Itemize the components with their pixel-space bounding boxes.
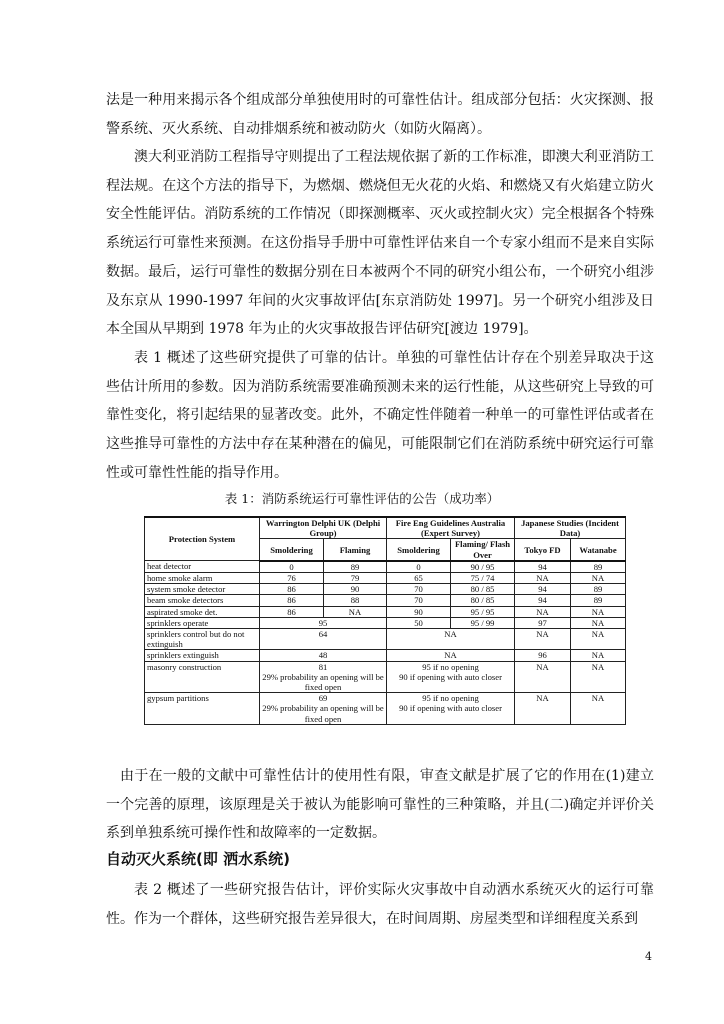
header-flaming: Flaming bbox=[324, 539, 387, 561]
cell-watanabe: NA bbox=[571, 650, 626, 661]
header-tokyo: Tokyo FD bbox=[515, 539, 571, 561]
cell-line: 29% probability an opening will be fixed open bbox=[262, 703, 384, 724]
cell-wd-flaming: NA bbox=[324, 606, 387, 617]
cell-system: beam smoke detectors bbox=[145, 595, 260, 606]
table-row bbox=[145, 606, 626, 617]
cell-system: masonry construction bbox=[145, 661, 260, 693]
paragraph-4: 由于在一般的文献中可靠性估计的使用性有限，审查文献是扩展了它的作用在(1)建立一个完善的原理，该原理是关于被认为能影响可靠性的三种策略，并且(二)确定并评价关系到单独系统可操作性和故障率的一定数据。 bbox=[106, 768, 654, 842]
cell-tokyo: NA bbox=[515, 693, 571, 725]
cell-fe-flaming: 80 / 85 bbox=[451, 584, 515, 595]
cell-wd-combined: 64 bbox=[260, 629, 387, 650]
cell-wd-flaming: 88 bbox=[324, 595, 387, 606]
table-row bbox=[145, 617, 626, 628]
cell-wd-flaming: 79 bbox=[324, 573, 387, 584]
cell-fe-smoldering: 0 bbox=[387, 561, 451, 573]
header-watanabe: Watanabe bbox=[571, 539, 626, 561]
cell-watanabe: 89 bbox=[571, 584, 626, 595]
page-number: 4 bbox=[645, 950, 652, 963]
cell-line: 81 bbox=[318, 661, 328, 672]
header-fire-eng: Fire Eng Guidelines Australia (Expert Survey) bbox=[387, 517, 515, 539]
cell-tokyo: NA bbox=[515, 606, 571, 617]
cell-fe-flaming: 90 / 95 bbox=[451, 561, 515, 573]
cell-line: 90 if opening with auto closer bbox=[399, 671, 502, 682]
cell-fe-smoldering: 50 bbox=[387, 617, 451, 628]
table-row bbox=[145, 693, 626, 725]
cell-wd-smoldering: 0 bbox=[260, 561, 324, 573]
cell-tokyo: NA bbox=[515, 661, 571, 693]
cell-watanabe: 89 bbox=[571, 561, 626, 573]
cell-wd-combined bbox=[260, 693, 387, 725]
cell-line: 69 bbox=[318, 693, 328, 704]
table-row bbox=[145, 573, 626, 584]
header-warrington: Warrington Delphi UK (Delphi Group) bbox=[260, 517, 387, 539]
header-smoldering: Smoldering bbox=[260, 539, 324, 561]
table-caption: 表 1：消防系统运行可靠性评估的公告（成功率） bbox=[224, 491, 500, 506]
cell-wd-combined: 95 bbox=[260, 617, 387, 628]
header-japanese: Japanese Studies (Incident Data) bbox=[515, 517, 626, 539]
cell-system: sprinklers control but do not extinguish bbox=[145, 629, 260, 650]
cell-wd-flaming: 89 bbox=[324, 561, 387, 573]
cell-fe-combined bbox=[387, 661, 515, 693]
cell-system: aspirated smoke det. bbox=[145, 606, 260, 617]
cell-wd-smoldering: 76 bbox=[260, 573, 324, 584]
cell-fe-flaming: 95 / 99 bbox=[451, 617, 515, 628]
cell-system: sprinklers operate bbox=[145, 617, 260, 628]
table-row bbox=[145, 661, 626, 693]
cell-fe-flaming: 80 / 85 bbox=[451, 595, 515, 606]
cell-tokyo: 96 bbox=[515, 650, 571, 661]
table-row bbox=[145, 595, 626, 606]
paragraph-1: 法是一种用来揭示各个组成部分单独使用时的可靠性估计。组成部分包括：火灾探测、报警系统、灭火系统、自动排烟系统和被动防火（如防火隔离）。 bbox=[106, 92, 654, 137]
cell-watanabe: 89 bbox=[571, 595, 626, 606]
cell-system: sprinklers extinguish bbox=[145, 650, 260, 661]
cell-watanabe: NA bbox=[571, 661, 626, 693]
cell-system: home smoke alarm bbox=[145, 573, 260, 584]
cell-fe-smoldering: 65 bbox=[387, 573, 451, 584]
cell-line: 95 if no opening bbox=[422, 661, 479, 672]
table-row bbox=[145, 584, 626, 595]
cell-wd-smoldering: 86 bbox=[260, 606, 324, 617]
cell-watanabe: NA bbox=[571, 693, 626, 725]
cell-tokyo: 94 bbox=[515, 595, 571, 606]
cell-system: heat detector bbox=[145, 561, 260, 573]
reliability-table-wrapper bbox=[144, 516, 625, 725]
cell-tokyo: 97 bbox=[515, 617, 571, 628]
header-flaming-flash: Flaming/ Flash Over bbox=[451, 539, 515, 561]
cell-fe-flaming: 95 / 95 bbox=[451, 606, 515, 617]
cell-watanabe: NA bbox=[571, 629, 626, 650]
section-heading: 自动灭火系统(即 洒水系统) bbox=[106, 850, 290, 868]
cell-wd-smoldering: 86 bbox=[260, 595, 324, 606]
table-row bbox=[145, 561, 626, 573]
cell-wd-smoldering: 86 bbox=[260, 584, 324, 595]
cell-fe-smoldering: 70 bbox=[387, 595, 451, 606]
header-smoldering-2: Smoldering bbox=[387, 539, 451, 561]
cell-line: 29% probability an opening will be fixed open bbox=[262, 671, 384, 693]
cell-fe-flaming: 75 / 74 bbox=[451, 573, 515, 584]
reliability-table bbox=[144, 516, 626, 725]
cell-line: 90 if opening with auto closer bbox=[399, 703, 502, 714]
cell-fe-combined: NA bbox=[387, 629, 515, 650]
cell-line: 95 if no opening bbox=[422, 693, 479, 704]
cell-wd-combined bbox=[260, 661, 387, 693]
cell-tokyo: 94 bbox=[515, 561, 571, 573]
paragraph-5: 表 2 概述了一些研究报告估计，评价实际火灾事故中自动洒水系统灭火的运行可靠性。作为一个群体，这些研究报告差异很大，在时间周期、房屋类型和详细程度关系到 bbox=[106, 882, 654, 927]
cell-fe-smoldering: 70 bbox=[387, 584, 451, 595]
cell-tokyo: NA bbox=[515, 629, 571, 650]
cell-wd-combined: 48 bbox=[260, 650, 387, 661]
cell-tokyo: 94 bbox=[515, 584, 571, 595]
table-row bbox=[145, 650, 626, 661]
table-row bbox=[145, 629, 626, 650]
cell-watanabe: NA bbox=[571, 617, 626, 628]
cell-wd-flaming: 90 bbox=[324, 584, 387, 595]
cell-system: gypsum partitions bbox=[145, 693, 260, 725]
cell-system: system smoke detector bbox=[145, 584, 260, 595]
paragraph-3: 表 1 概述了这些研究提供了可靠的估计。单独的可靠性估计存在个别差异取决于这些估计所用的参数。因为消防系统需要准确预测未来的运行性能，从这些研究上导致的可靠性变化，将引起结果的显著改变。此外，不确定性伴随着一种单一的可靠性评估或者在这些推导可靠性的方法中存在某种潜在的偏见，可能限制它们在消防系统中研究运行可靠性或可靠性性能的指导作用。 bbox=[106, 350, 654, 481]
paragraph-2: 澳大利亚消防工程指导守则提出了工程法规依据了新的工作标准，即澳大利亚消防工程法规。在这个方法的指导下，为燃烟、燃烧但无火花的火焰、和燃烧又有火焰建立防火安全性能评估。消防系统的工作情况（即探测概率、灭火或控制火灾）完全根据各个特殊系统运行可靠性来预测。在这份指导手册中可靠性评估来自一个专家小组而不是来自实际数据。最后，运行可靠性的数据分别在日本被两个不同的研究小组公布，一个研究小组涉及东京从 1990-1997 年间的火灾事故评估[东京消防处 1997]。另一个研究小组涉及日本全国从早期到 1978 年为止的火灾事故报告评估研究[渡边 1979]。 bbox=[106, 149, 654, 338]
cell-tokyo: NA bbox=[515, 573, 571, 584]
cell-fe-smoldering: 90 bbox=[387, 606, 451, 617]
header-protection-system: Protection System bbox=[145, 517, 260, 561]
cell-fe-combined: NA bbox=[387, 650, 515, 661]
cell-fe-combined bbox=[387, 693, 515, 725]
cell-watanabe: NA bbox=[571, 573, 626, 584]
cell-watanabe: NA bbox=[571, 606, 626, 617]
